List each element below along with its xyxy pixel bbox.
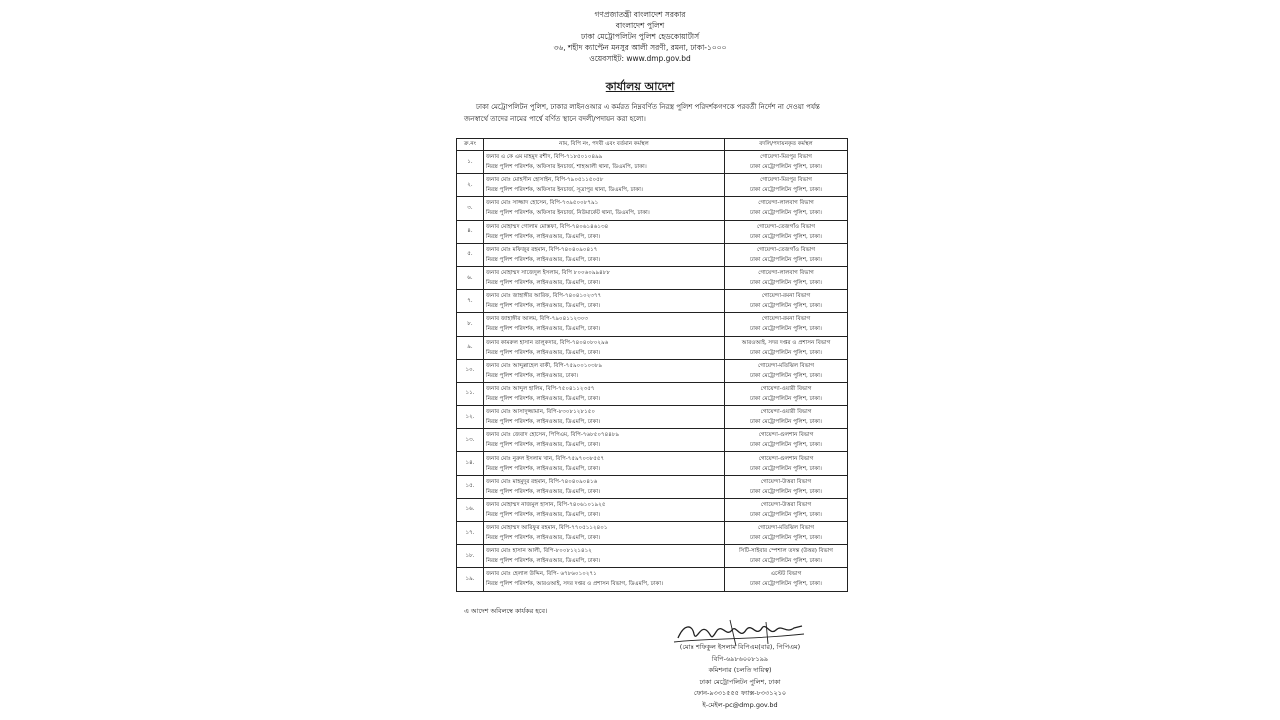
- closing-note: এ আদেশ অবিলম্বে কার্যকর হবে।: [464, 607, 548, 615]
- row-serial: ১৪.: [457, 452, 484, 475]
- row-officer: [484, 290, 725, 313]
- officer-name: জনাব মোঃ সাজ্জাদ হোসেন, বিপি-৭৩৯৫০০৮৭৯১: [486, 200, 599, 207]
- destination-org: ঢাকা মেট্রোপলিটন পুলিশ, ঢাকা।: [750, 372, 822, 379]
- table-row: [457, 522, 848, 545]
- destination-unit: গোয়েন্দা-ওয়ারী বিভাগ: [760, 409, 812, 416]
- row-destination: [725, 406, 848, 429]
- row-destination: [725, 475, 848, 498]
- destination-unit: গোয়েন্দা-রমনা বিভাগ: [761, 293, 811, 300]
- header-destination: বদলি/পদায়নকৃত কর্মস্থল: [725, 139, 848, 151]
- officer-name: জনাব জাহাঙ্গীর আলম, বিপি-৭৯০৪১১২৩০৩: [486, 316, 589, 323]
- destination-unit: গোয়েন্দা-মতিঝিল বিভাগ: [757, 362, 815, 369]
- header-dmp-hq: ঢাকা মেট্রোপলিটন পুলিশ হেডকোয়ার্টার্স: [580, 32, 700, 41]
- header-government: গণপ্রজাতন্ত্রী বাংলাদেশ সরকার: [594, 10, 686, 19]
- row-officer: [484, 545, 725, 568]
- officer-current-post: নিরস্ত্র পুলিশ পরিদর্শক, লাইনওআর, ডিএমপি, ঢাকা।: [486, 303, 601, 310]
- officer-name: জনাব মোঃ আব্দুল হালিম, বিপি-৭৫০৪১১২৩৫৭: [486, 385, 595, 392]
- row-serial: ৪.: [457, 220, 484, 243]
- destination-unit: গোয়েন্দা-মিরপুর বিভাগ: [760, 154, 812, 161]
- signatory-phone: ফোন-৯৩৩১৫৫৫ ফ্যাক্স-৮৩৩১২১০: [693, 689, 787, 697]
- destination-unit: গোয়েন্দা-তেজগাঁও বিভাগ: [756, 246, 816, 253]
- header-police: বাংলাদেশ পুলিশ: [615, 21, 665, 30]
- destination-unit: গোয়েন্দা-মতিঝিল বিভাগ: [757, 525, 815, 532]
- table-row: [457, 290, 848, 313]
- table-row: [457, 174, 848, 197]
- officer-name: জনাব মোহাম্মদ আরিফুর রহমান, বিপি-৭৭০৫১১২৪০১: [486, 525, 608, 532]
- row-officer: [484, 475, 725, 498]
- officer-name: জনাব কামরুল হাসান তালুকদার, বিপি-৭৪০৪০৮০২৯৬: [486, 339, 609, 346]
- officer-name: জনাব মোঃ মফিজুর রহমান, বিপি-৭৪০৪০৯০৪১৭: [486, 246, 598, 253]
- row-officer: [484, 266, 725, 289]
- office-order-document: [448, 0, 832, 720]
- row-serial: ১৬.: [457, 498, 484, 521]
- row-officer: [484, 336, 725, 359]
- row-serial: ১৭.: [457, 522, 484, 545]
- row-serial: ১৮.: [457, 545, 484, 568]
- table-row: [457, 429, 848, 452]
- table-row: [457, 313, 848, 336]
- row-destination: [725, 359, 848, 382]
- row-serial: ১৫.: [457, 475, 484, 498]
- destination-org: ঢাকা মেট্রোপলিটন পুলিশ, ঢাকা।: [750, 465, 822, 472]
- officer-current-post: নিরস্ত্র পুলিশ পরিদর্শক, লাইনওআর, ঢাকা।: [486, 372, 579, 379]
- row-officer: [484, 429, 725, 452]
- destination-org: ঢাকা মেট্রোপলিটন পুলিশ, ঢাকা।: [750, 395, 822, 402]
- officer-name: জনাব মোঃ আব্দুল্লাহেল বাকী, বিপি-৭৫৯০০১০৩৮৯: [486, 362, 603, 369]
- destination-org: ঢাকা মেট্রোপলিটন পুলিশ, ঢাকা।: [750, 511, 822, 518]
- officer-current-post: নিরস্ত্র পুলিশ পরিদর্শক, লাইনওআর, ডিএমপি, ঢাকা।: [486, 488, 601, 495]
- destination-org: ঢাকা মেট্রোপলিটন পুলিশ, ঢাকা।: [750, 280, 822, 287]
- table-row: [457, 545, 848, 568]
- destination-org: ঢাকা মেট্রোপলিটন পুলিশ, ঢাকা।: [750, 303, 822, 310]
- table-row: [457, 359, 848, 382]
- destination-unit: গোয়েন্দা-ওয়ারী বিভাগ: [760, 385, 812, 392]
- destination-org: ঢাকা মেট্রোপলিটন পুলিশ, ঢাকা।: [750, 164, 822, 171]
- row-officer: [484, 406, 725, 429]
- officer-current-post: নিরস্ত্র পুলিশ পরিদর্শক, অফিসার ইনচার্জ, নিউমার্কেট থানা, ডিএমপি, ঢাকা।: [486, 210, 650, 217]
- signatory-bp: বিপি-৬৯৮৬০০৮১৯৯: [711, 654, 769, 663]
- officer-name: জনাব মোঃ হেলাল উদ্দিন, বিপি- ৬৭৮৬০১০২৭১: [486, 571, 597, 578]
- header-name: নাম, বিপি নং, পদবী এবং বর্তমান কর্মস্থল: [484, 139, 725, 151]
- destination-org: ঢাকা মেট্রোপলিটন পুলিশ, ঢাকা।: [750, 419, 822, 426]
- table-row: [457, 336, 848, 359]
- row-destination: [725, 382, 848, 405]
- officer-current-post: নিরস্ত্র পুলিশ পরিদর্শক, অফিসার ইনচার্জ, শাহআলী থানা, ডিএমপি, ঢাকা।: [486, 164, 647, 171]
- destination-org: ঢাকা মেট্রোপলিটন পুলিশ, ঢাকা।: [750, 326, 822, 333]
- destination-unit: গোয়েন্দা-রমনা বিভাগ: [761, 316, 811, 323]
- destination-org: ঢাকা মেট্রোপলিটন পুলিশ, ঢাকা।: [750, 210, 822, 217]
- row-destination: [725, 545, 848, 568]
- destination-unit: এস্টেট বিভাগ: [770, 571, 802, 578]
- officer-current-post: নিরস্ত্র পুলিশ পরিদর্শক, লাইনওআর, ডিএমপি, ঢাকা।: [486, 535, 601, 542]
- officer-current-post: নিরস্ত্র পুলিশ পরিদর্শক, লাইনওআর, ডিএমপি, ঢাকা।: [486, 395, 601, 402]
- officer-name: জনাব মোহাম্মদ নাজমুল হাসান, বিপি-৭৪০৬১০১৯২৫: [486, 501, 606, 508]
- table-row: [457, 498, 848, 521]
- officer-name: জনাব মোঃ মাহমুদুর রহমান, বিপি-৭৪০৪০৯০৪১৬: [486, 478, 598, 485]
- table-row: [457, 266, 848, 289]
- officer-current-post: নিরস্ত্র পুলিশ পরিদর্শক, লাইনওআর, ডিএমপি, ঢাকা।: [486, 419, 601, 426]
- officer-name: জনাব এ কে এম মাহমুদ রশীদ, বিপি-৭১৮৫০১০৪৯৯: [486, 154, 603, 161]
- row-officer: [484, 197, 725, 220]
- destination-org: ঢাকা মেট্রোপলিটন পুলিশ, ঢাকা।: [750, 535, 822, 542]
- signature-block: [660, 642, 820, 711]
- table-row: [457, 220, 848, 243]
- row-serial: ১১.: [457, 382, 484, 405]
- row-officer: [484, 382, 725, 405]
- table-row: [457, 452, 848, 475]
- officer-current-post: নিরস্ত্র পুলিশ পরিদর্শক, আরওআই, সদর দপ্তর ও প্রশাসন বিভাগ, ডিএমপি, ঢাকা।: [486, 581, 663, 588]
- row-destination: [725, 266, 848, 289]
- officer-current-post: নিরস্ত্র পুলিশ পরিদর্শক, অফিসার ইনচার্জ, সূত্রাপুর থানা, ডিএমপি, ঢাকা।: [486, 187, 643, 194]
- header-website: ওয়েবসাইট: www.dmp.gov.bd: [589, 54, 691, 63]
- destination-org: ঢাকা মেট্রোপলিটন পুলিশ, ঢাকা।: [750, 558, 822, 565]
- officer-current-post: নিরস্ত্র পুলিশ পরিদর্শক, লাইনওআর, ডিএমপি, ঢাকা।: [486, 233, 601, 240]
- row-officer: [484, 359, 725, 382]
- row-destination: [725, 151, 848, 174]
- row-serial: ৮.: [457, 313, 484, 336]
- destination-org: ঢাকা মেট্রোপলিটন পুলিশ, ঢাকা।: [750, 187, 822, 194]
- row-serial: ৫.: [457, 243, 484, 266]
- destination-unit: গোয়েন্দা-লালবাগ বিভাগ: [758, 270, 814, 277]
- destination-unit: গোয়েন্দা-মিরপুর বিভাগ: [760, 177, 812, 184]
- row-serial: ৩.: [457, 197, 484, 220]
- row-destination: [725, 452, 848, 475]
- officer-name: জনাব মোঃ জেবাদ হোসেন, পিপিএম, বিপি-৭৬৮৫০৭৪৪৮৯: [486, 432, 620, 439]
- officer-current-post: নিরস্ত্র পুলিশ পরিদর্শক, লাইনওআর, ডিএমপি, ঢাকা।: [486, 511, 601, 518]
- row-serial: ১২.: [457, 406, 484, 429]
- table-row: [457, 243, 848, 266]
- row-serial: ১৩.: [457, 429, 484, 452]
- header-address: ৩৬, শহীদ ক্যাপ্টেন মনসুর আলী সরণী, রমনা, ঢাকা-১০০০: [553, 43, 727, 52]
- officer-name: জনাব মোঃ হাসান আলী, বিপি-৮০০৮১২১৪১২: [486, 548, 592, 555]
- destination-org: ঢাকা মেট্রোপলিটন পুলিশ, ঢাকা।: [750, 233, 822, 240]
- header-serial: ক্র.নং: [457, 139, 484, 151]
- row-officer: [484, 498, 725, 521]
- row-destination: [725, 243, 848, 266]
- row-officer: [484, 243, 725, 266]
- table-header-row: [457, 139, 848, 151]
- officer-name: জনাব মোঃ জাহাঙ্গীর আরিফ, বিপি-৭৪০৪১০২৩৭৭: [486, 293, 602, 300]
- row-destination: [725, 498, 848, 521]
- signatory-name: (মোঃ শফিকুল ইসলাম বিপিএম(বার), পিপিএম): [679, 643, 801, 651]
- row-serial: ১০.: [457, 359, 484, 382]
- document-title: কার্যালয় আদেশ: [605, 80, 675, 93]
- row-officer: [484, 568, 725, 591]
- table-row: [457, 475, 848, 498]
- officer-name: জনাব মোহাম্মদ সাজেদুল ইসলাম, বিপি ৮০০৬০৯৯৪৮৮: [486, 270, 611, 277]
- row-officer: [484, 220, 725, 243]
- transfer-table: [456, 138, 848, 592]
- row-serial: ৬.: [457, 266, 484, 289]
- destination-org: ঢাকা মেট্রোপলিটন পুলিশ, ঢাকা।: [750, 442, 822, 449]
- destination-unit: গোয়েন্দা-গুলশান বিভাগ: [758, 455, 814, 462]
- signatory-org: ঢাকা মেট্রোপলিটন পুলিশ, ঢাকা: [699, 677, 781, 686]
- destination-unit: সিটি-সাইবার স্পেশাল তদন্ত (উত্তর) বিভাগ: [739, 548, 833, 555]
- officer-current-post: নিরস্ত্র পুলিশ পরিদর্শক, লাইনওআর, ডিএমপি, ঢাকা।: [486, 280, 601, 287]
- table-row: [457, 197, 848, 220]
- row-destination: [725, 313, 848, 336]
- table-row: [457, 151, 848, 174]
- row-serial: ২.: [457, 174, 484, 197]
- officer-current-post: নিরস্ত্র পুলিশ পরিদর্শক, লাইনওআর, ডিএমপি, ঢাকা।: [486, 558, 601, 565]
- destination-unit: গোয়েন্দা-উত্তরা বিভাগ: [760, 478, 812, 485]
- row-serial: ৭.: [457, 290, 484, 313]
- officer-current-post: নিরস্ত্র পুলিশ পরিদর্শক, লাইনওআর, ডিএমপি, ঢাকা।: [486, 326, 601, 333]
- destination-org: ঢাকা মেট্রোপলিটন পুলিশ, ঢাকা।: [750, 256, 822, 263]
- officer-current-post: নিরস্ত্র পুলিশ পরিদর্শক, লাইনওআর, ডিএমপি, ঢাকা।: [486, 256, 601, 263]
- row-officer: [484, 174, 725, 197]
- officer-current-post: নিরস্ত্র পুলিশ পরিদর্শক, লাইনওআর, ডিএমপি, ঢাকা।: [486, 349, 601, 356]
- row-serial: ১.: [457, 151, 484, 174]
- row-destination: [725, 429, 848, 452]
- destination-org: ঢাকা মেট্রোপলিটন পুলিশ, ঢাকা।: [750, 488, 822, 495]
- row-destination: [725, 220, 848, 243]
- signatory-email: ই-মেইল-pc@dmp.gov.bd: [702, 700, 778, 709]
- intro-paragraph: ঢাকা মেট্রোপলিটন পুলিশ, ঢাকার লাইনওআর এ কর্মরত নিম্নবর্ণিত নিরস্ত্র পুলিশ পরিদর্শকগণকে পরবর্তী নির্দেশ না দেওয়া পর্যন্ত জনস্বার্থে তাদের নামের পার্শ্বে বর্ণিত স্থানে বদলী/পদায়ন করা হলো।: [464, 103, 820, 123]
- destination-unit: গোয়েন্দা-গুলশান বিভাগ: [758, 432, 814, 439]
- officer-name: জনাব মোঃ নুরুল ইসলাম খান, বিপি-৭৫৯৭০৩৮৫৫৭: [486, 455, 605, 462]
- destination-unit: আরওআই, সদর দপ্তর ও প্রশাসন বিভাগ: [741, 339, 831, 346]
- row-destination: [725, 336, 848, 359]
- table-row: [457, 382, 848, 405]
- officer-name: জনাব মোঃ আসাদুজ্জামান, বিপি-৮৩০৮১২৮১৫০: [486, 409, 595, 416]
- table-row: [457, 568, 848, 591]
- row-destination: [725, 174, 848, 197]
- table-row: [457, 406, 848, 429]
- destination-unit: গোয়েন্দা-লালবাগ বিভাগ: [758, 200, 814, 207]
- row-destination: [725, 290, 848, 313]
- row-serial: ৯.: [457, 336, 484, 359]
- officer-name: জনাব মোহাম্মদ গোলাম মোস্তফা, বিপি-৭৪০৬১৪৬১৩৪: [486, 223, 609, 230]
- row-officer: [484, 313, 725, 336]
- row-destination: [725, 522, 848, 545]
- table-body: [457, 151, 848, 592]
- row-destination: [725, 568, 848, 591]
- row-officer: [484, 151, 725, 174]
- destination-org: ঢাকা মেট্রোপলিটন পুলিশ, ঢাকা।: [750, 349, 822, 356]
- destination-unit: গোয়েন্দা-তেজগাঁও বিভাগ: [756, 223, 816, 230]
- destination-unit: গোয়েন্দা-উত্তরা বিভাগ: [760, 501, 812, 508]
- officer-current-post: নিরস্ত্র পুলিশ পরিদর্শক, লাইনওআর, ডিএমপি, ঢাকা।: [486, 442, 601, 449]
- row-officer: [484, 452, 725, 475]
- signatory-designation: কমিশনার (চলতি দায়িত্ব): [708, 666, 772, 674]
- row-destination: [725, 197, 848, 220]
- row-officer: [484, 522, 725, 545]
- officer-current-post: নিরস্ত্র পুলিশ পরিদর্শক, লাইনওআর, ডিএমপি, ঢাকা।: [486, 465, 601, 472]
- officer-name: জনাব মোঃ মোহসীন হোসাইন, বিপি-৭৯০৫১১৫০৫৮: [486, 177, 604, 184]
- row-serial: ১৯.: [457, 568, 484, 591]
- destination-org: ঢাকা মেট্রোপলিটন পুলিশ, ঢাকা।: [750, 581, 822, 588]
